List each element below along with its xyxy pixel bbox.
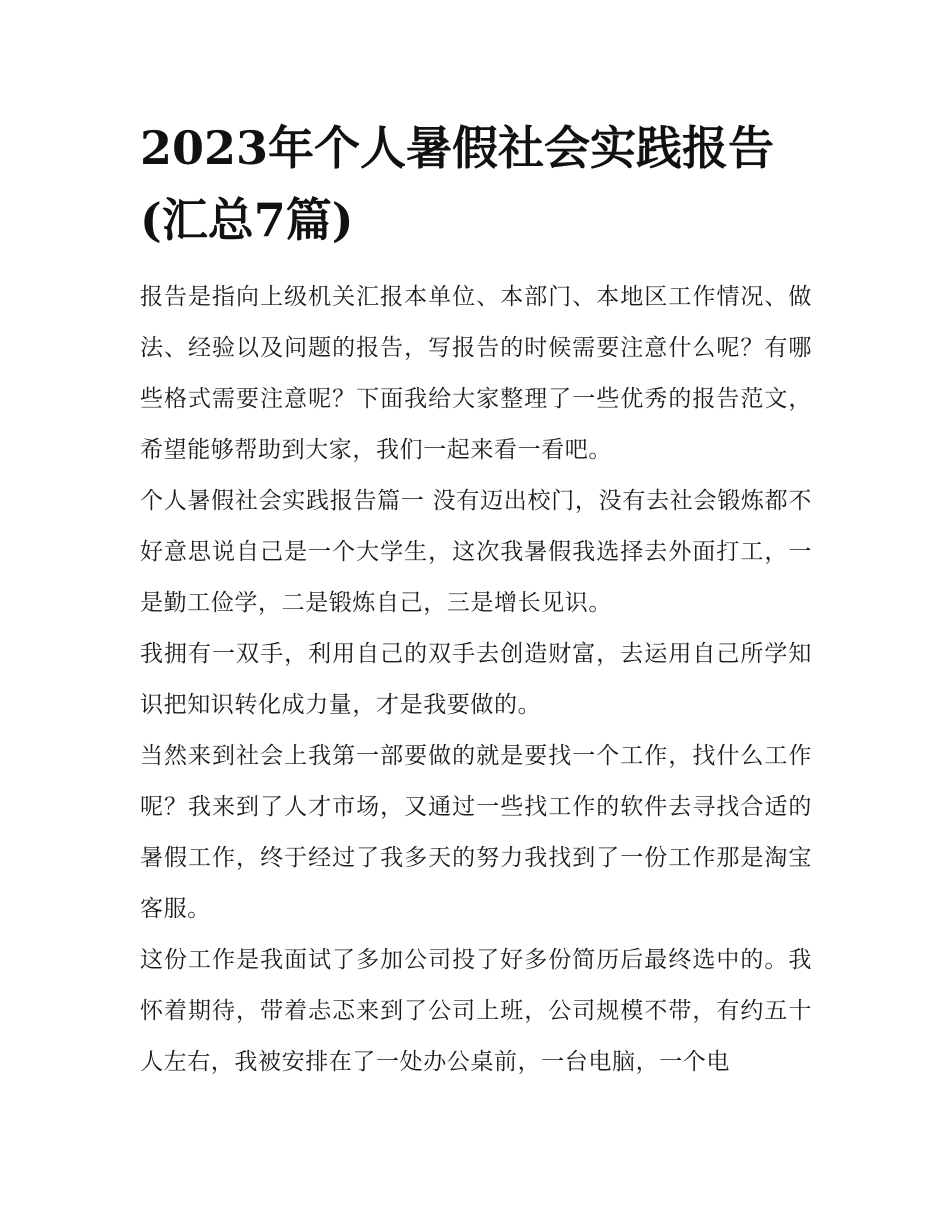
document-title: 2023年个人暑假社会实践报告(汇总7篇) (140, 121, 775, 247)
paragraph-job-search: 当然来到社会上我第一部要做的就是要找一个工作，找什么工作呢？我来到了人才市场，又通过一些找工作的软件去寻找合适的暑假工作，终于经过了我多天的努力我找到了一份工作那是淘宝客服。 (140, 743, 812, 922)
paragraph-first-day: 这份工作是我面试了多加公司投了好多份简历后最终选中的。我怀着期待，带着忐忑来到了公司上班，公司规模不带，有约五十人左右，我被安排在了一处办公桌前，一台电脑，一个电 (140, 947, 812, 1075)
paragraph-intro: 报告是指向上级机关汇报本单位、本部门、本地区工作情况、做法、经验以及问题的报告，写报告的时候需要注意什么呢？有哪些格式需要注意呢？下面我给大家整理了一些优秀的报告范文，希望能够帮助到大家，我们一起来看一看吧。 (140, 284, 812, 463)
paragraph-chapter-one: 个人暑假社会实践报告篇一 没有迈出校门，没有去社会锻炼都不好意思说自己是一个大学生，这次我暑假我选择去外面打工，一是勤工俭学，二是锻炼自己，三是增长见识。 (140, 488, 812, 616)
document-body (140, 112, 812, 1088)
paragraph-hands: 我拥有一双手，利用自己的双手去创造财富，去运用自己所学知识把知识转化成力量，才是我要做的。 (140, 641, 812, 718)
